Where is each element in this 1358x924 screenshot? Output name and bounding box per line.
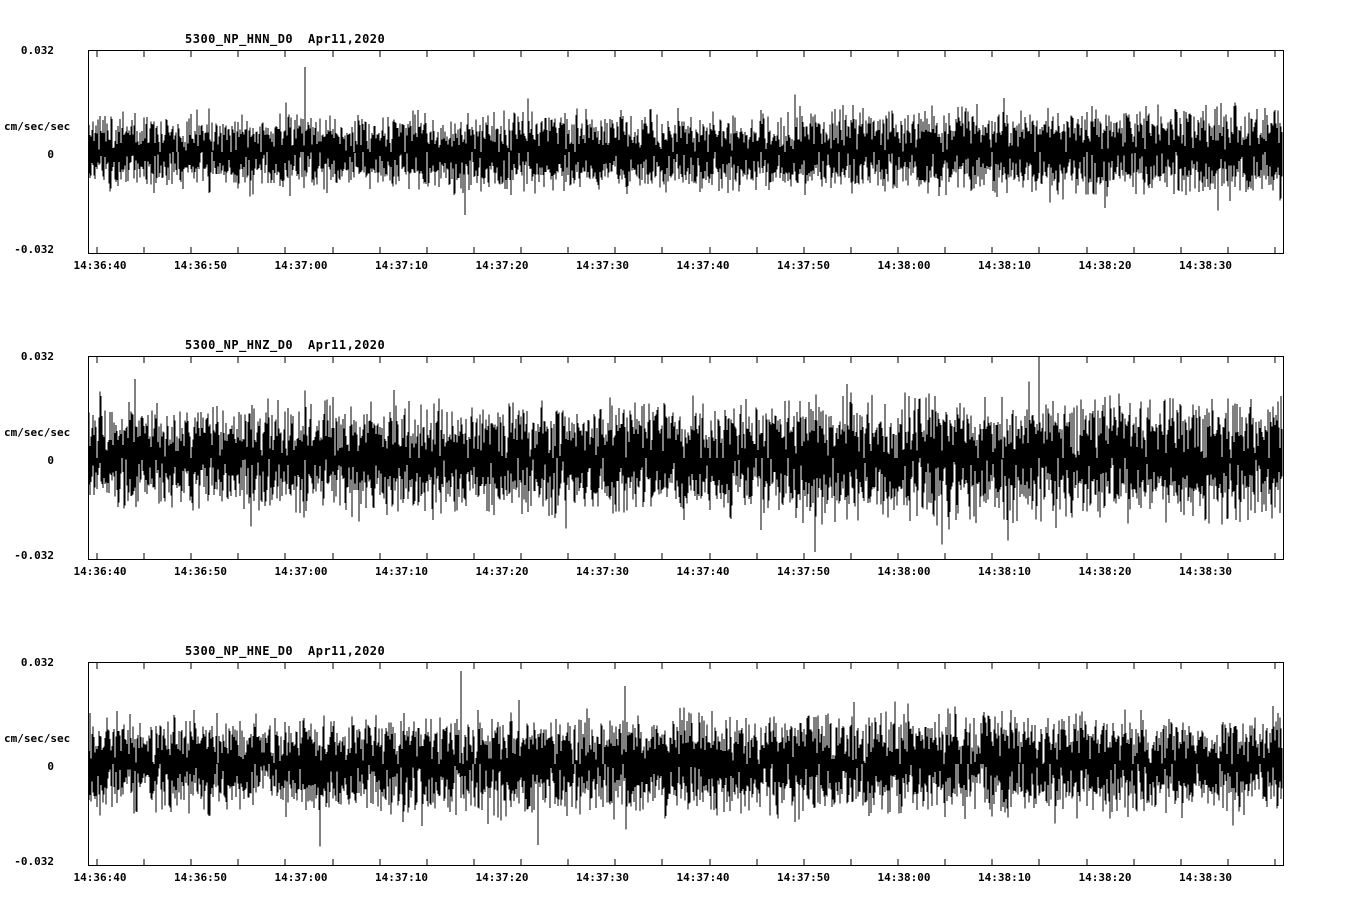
y-axis-bottom-tick-1: -0.032 bbox=[14, 243, 54, 256]
x-axis-tick-label: 14:37:50 bbox=[777, 565, 830, 578]
x-axis-tick-label: 14:37:40 bbox=[676, 871, 730, 884]
x-axis-tick-label: 14:38:20 bbox=[1078, 259, 1132, 272]
x-axis-tick-label: 14:38:30 bbox=[1179, 565, 1232, 578]
panel-title-1: 5300_NP_HNN_D0 bbox=[185, 32, 294, 46]
x-axis-tick-label: 14:37:10 bbox=[375, 259, 428, 272]
panel-date-2: Apr11,2020 bbox=[308, 338, 386, 352]
x-axis-tick-label: 14:37:00 bbox=[274, 871, 328, 884]
x-axis-tick-label: 14:37:40 bbox=[676, 259, 730, 272]
x-axis-tick-label: 14:37:50 bbox=[777, 871, 830, 884]
y-axis-label-2: cm/sec/sec bbox=[4, 426, 71, 439]
x-axis-tick-label: 14:37:50 bbox=[777, 259, 830, 272]
x-axis-tick-label: 14:38:10 bbox=[978, 565, 1031, 578]
x-axis-tick-label: 14:37:10 bbox=[375, 871, 428, 884]
waveform-trace-3 bbox=[89, 663, 1283, 865]
panel-date-1: Apr11,2020 bbox=[308, 32, 386, 46]
waveform-trace-2 bbox=[89, 357, 1283, 559]
x-axis-tick-label: 14:38:30 bbox=[1179, 871, 1232, 884]
x-axis-tick-label: 14:37:20 bbox=[475, 871, 529, 884]
plot-area-2[interactable] bbox=[88, 356, 1284, 560]
x-axis-tick-label: 14:36:40 bbox=[73, 871, 127, 884]
x-axis-tick-label: 14:38:00 bbox=[877, 871, 931, 884]
x-axis-tick-label: 14:37:20 bbox=[475, 565, 529, 578]
x-axis-tick-label: 14:36:50 bbox=[174, 871, 227, 884]
y-axis-label-3: cm/sec/sec bbox=[4, 732, 71, 745]
panel-title-2: 5300_NP_HNZ_D0 bbox=[185, 338, 294, 352]
x-axis-tick-label: 14:38:10 bbox=[978, 259, 1031, 272]
x-axis-tick-label: 14:37:10 bbox=[375, 565, 428, 578]
x-axis-tick-label: 14:36:50 bbox=[174, 259, 227, 272]
y-axis-top-tick-1: 0.032 bbox=[20, 44, 54, 57]
x-axis-tick-label: 14:38:20 bbox=[1078, 565, 1132, 578]
x-axis-tick-label: 14:38:00 bbox=[877, 259, 931, 272]
panel-date-3: Apr11,2020 bbox=[308, 644, 386, 658]
y-axis-mid-tick-3: 0 bbox=[47, 760, 54, 773]
panel-title-3: 5300_NP_HNE_D0 bbox=[185, 644, 294, 658]
x-axis-tick-label: 14:37:30 bbox=[576, 871, 629, 884]
x-axis-tick-label: 14:38:30 bbox=[1179, 259, 1232, 272]
x-axis-tick-label: 14:36:40 bbox=[73, 259, 127, 272]
waveform-trace-1 bbox=[89, 51, 1283, 253]
y-axis-mid-tick-2: 0 bbox=[47, 454, 54, 467]
plot-area-1[interactable] bbox=[88, 50, 1284, 254]
x-axis-tick-label: 14:37:40 bbox=[676, 565, 730, 578]
x-axis-tick-label: 14:36:40 bbox=[73, 565, 127, 578]
x-axis-tick-label: 14:37:30 bbox=[576, 259, 629, 272]
x-axis-tick-label: 14:37:00 bbox=[274, 565, 328, 578]
x-axis-tick-label: 14:37:30 bbox=[576, 565, 629, 578]
y-axis-bottom-tick-2: -0.032 bbox=[14, 549, 54, 562]
x-axis-tick-label: 14:37:20 bbox=[475, 259, 529, 272]
y-axis-bottom-tick-3: -0.032 bbox=[14, 855, 54, 868]
plot-area-3[interactable] bbox=[88, 662, 1284, 866]
x-axis-tick-label: 14:37:00 bbox=[274, 259, 328, 272]
x-axis-tick-label: 14:36:50 bbox=[174, 565, 227, 578]
x-axis-tick-label: 14:38:20 bbox=[1078, 871, 1132, 884]
y-axis-top-tick-3: 0.032 bbox=[20, 656, 54, 669]
y-axis-top-tick-2: 0.032 bbox=[20, 350, 54, 363]
x-axis-tick-label: 14:38:10 bbox=[978, 871, 1031, 884]
y-axis-mid-tick-1: 0 bbox=[47, 148, 54, 161]
x-axis-tick-label: 14:38:00 bbox=[877, 565, 931, 578]
y-axis-label-1: cm/sec/sec bbox=[4, 120, 71, 133]
